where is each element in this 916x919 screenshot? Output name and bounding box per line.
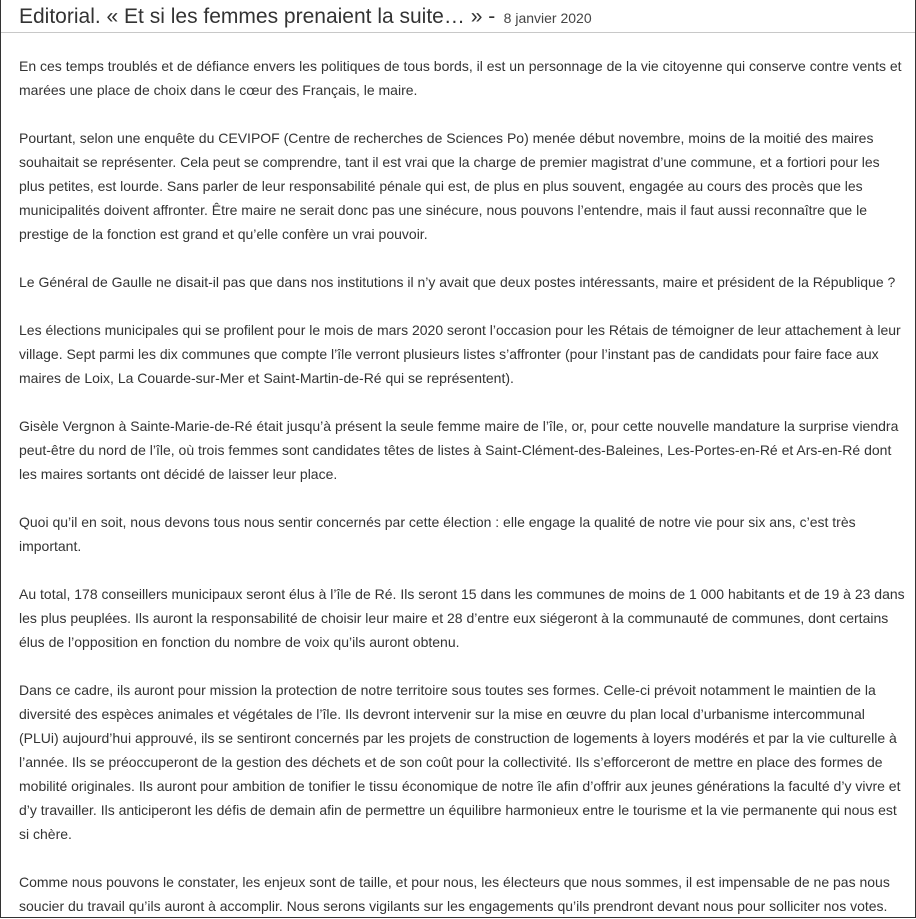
article-body xyxy=(19,54,905,918)
article-header xyxy=(1,0,915,33)
article-paragraph: Comme nous pouvons le constater, les enjeux sont de taille, et pour nous, les électeurs que nous sommes, il est impensable de ne pas nous soucier du travail qu’ils auront à accomplir. Nous serons vigilants sur les engagements qu’ils prendront devant nous pour solliciter nos votes. xyxy=(19,874,890,914)
article-paragraph: Dans ce cadre, ils auront pour mission la protection de notre territoire sous toutes ses formes. Celle-ci prévoit notamment le maintien de la diversité des espèces animales et végétales de l’île. Ils devront intervenir sur la mise en œuvre du plan local d’urbanisme intercommunal (PLUi) aujourd’hui approuvé, ils se sentiront concernés par les projets de construction de logements à loyers modérés et par la vie culturelle à l’année. Ils se préoccuperont de la gestion des déchets et de son coût pour la collectivité. Ils s’efforceront de mettre en place des formes de mobilité originales. Ils auront pour ambition de tonifier le tissu économique de notre île afin d’offrir aux jeunes générations la faculté d’y vivre et d’y travailler. Ils anticiperont les défis de demain afin de permettre un équilibre harmonieux entre le tourisme et la vie permanente qui nous est si chère. xyxy=(19,682,901,842)
article-paragraph: Pourtant, selon une enquête du CEVIPOF (Centre de recherches de Sciences Po) menée début novembre, moins de la moitié des maires souhaitait se représenter. Cela peut se comprendre, tant il est vrai que la charge de premier magistrat d’une commune, et a fortiori pour les plus petites, est lourde. Sans parler de leur responsabilité pénale qui est, de plus en plus souvent, engagée au cours des procès que les municipalités doivent affronter. Être maire ne serait donc pas une sinécure, nous pouvons l’entendre, mais il faut aussi reconnaître que le prestige de la fonction est grand et qu’elle confère un vrai pouvoir. xyxy=(19,130,880,242)
article-paragraph: Au total, 178 conseillers municipaux seront élus à l’île de Ré. Ils seront 15 dans les communes de moins de 1 000 habitants et de 19 à 23 dans les plus peuplées. Ils auront la responsabilité de choisir leur maire et 28 d’entre eux siégeront à la communauté de communes, dont certains élus de l’opposition en fonction du nombre de voix qu’ils auront obtenu. xyxy=(19,586,905,650)
article-title: Editorial. « Et si les femmes prenaient la suite… » - xyxy=(19,5,496,28)
article-paragraph: Gisèle Vergnon à Sainte-Marie-de-Ré était jusqu’à présent la seule femme maire de l’île, or, pour cette nouvelle mandature la surprise viendra peut-être du nord de l’île, où trois femmes sont candidates têtes de listes à Saint-Clément-des-Baleines, Les-Portes-en-Ré et Ars-en-Ré dont les maires sortants ont décidé de laisser leur place. xyxy=(19,418,899,482)
article-paragraph: Les élections municipales qui se profilent pour le mois de mars 2020 seront l’occasion pour les Rétais de témoigner de leur attachement à leur village. Sept parmi les dix communes que compte l’île verront plusieurs listes s’affronter (pour l’instant pas de candidats pour faire face aux maires de Loix, La Couarde-sur-Mer et Saint-Martin-de-Ré qui se représentent). xyxy=(19,322,901,386)
article-paragraph: Le Général de Gaulle ne disait-il pas que dans nos institutions il n’y avait que deux postes intéressants, maire et président de la République ? xyxy=(19,274,896,290)
article-paragraph: Quoi qu’il en soit, nous devons tous nous sentir concernés par cette élection : elle engage la qualité de notre vie pour six ans, c’est très important. xyxy=(19,514,856,554)
article-date: 8 janvier 2020 xyxy=(503,10,592,26)
article-paragraph: En ces temps troublés et de défiance envers les politiques de tous bords, il est un personnage de la vie citoyenne qui conserve contre vents et marées une place de choix dans le cœur des Français, le maire. xyxy=(19,58,902,98)
